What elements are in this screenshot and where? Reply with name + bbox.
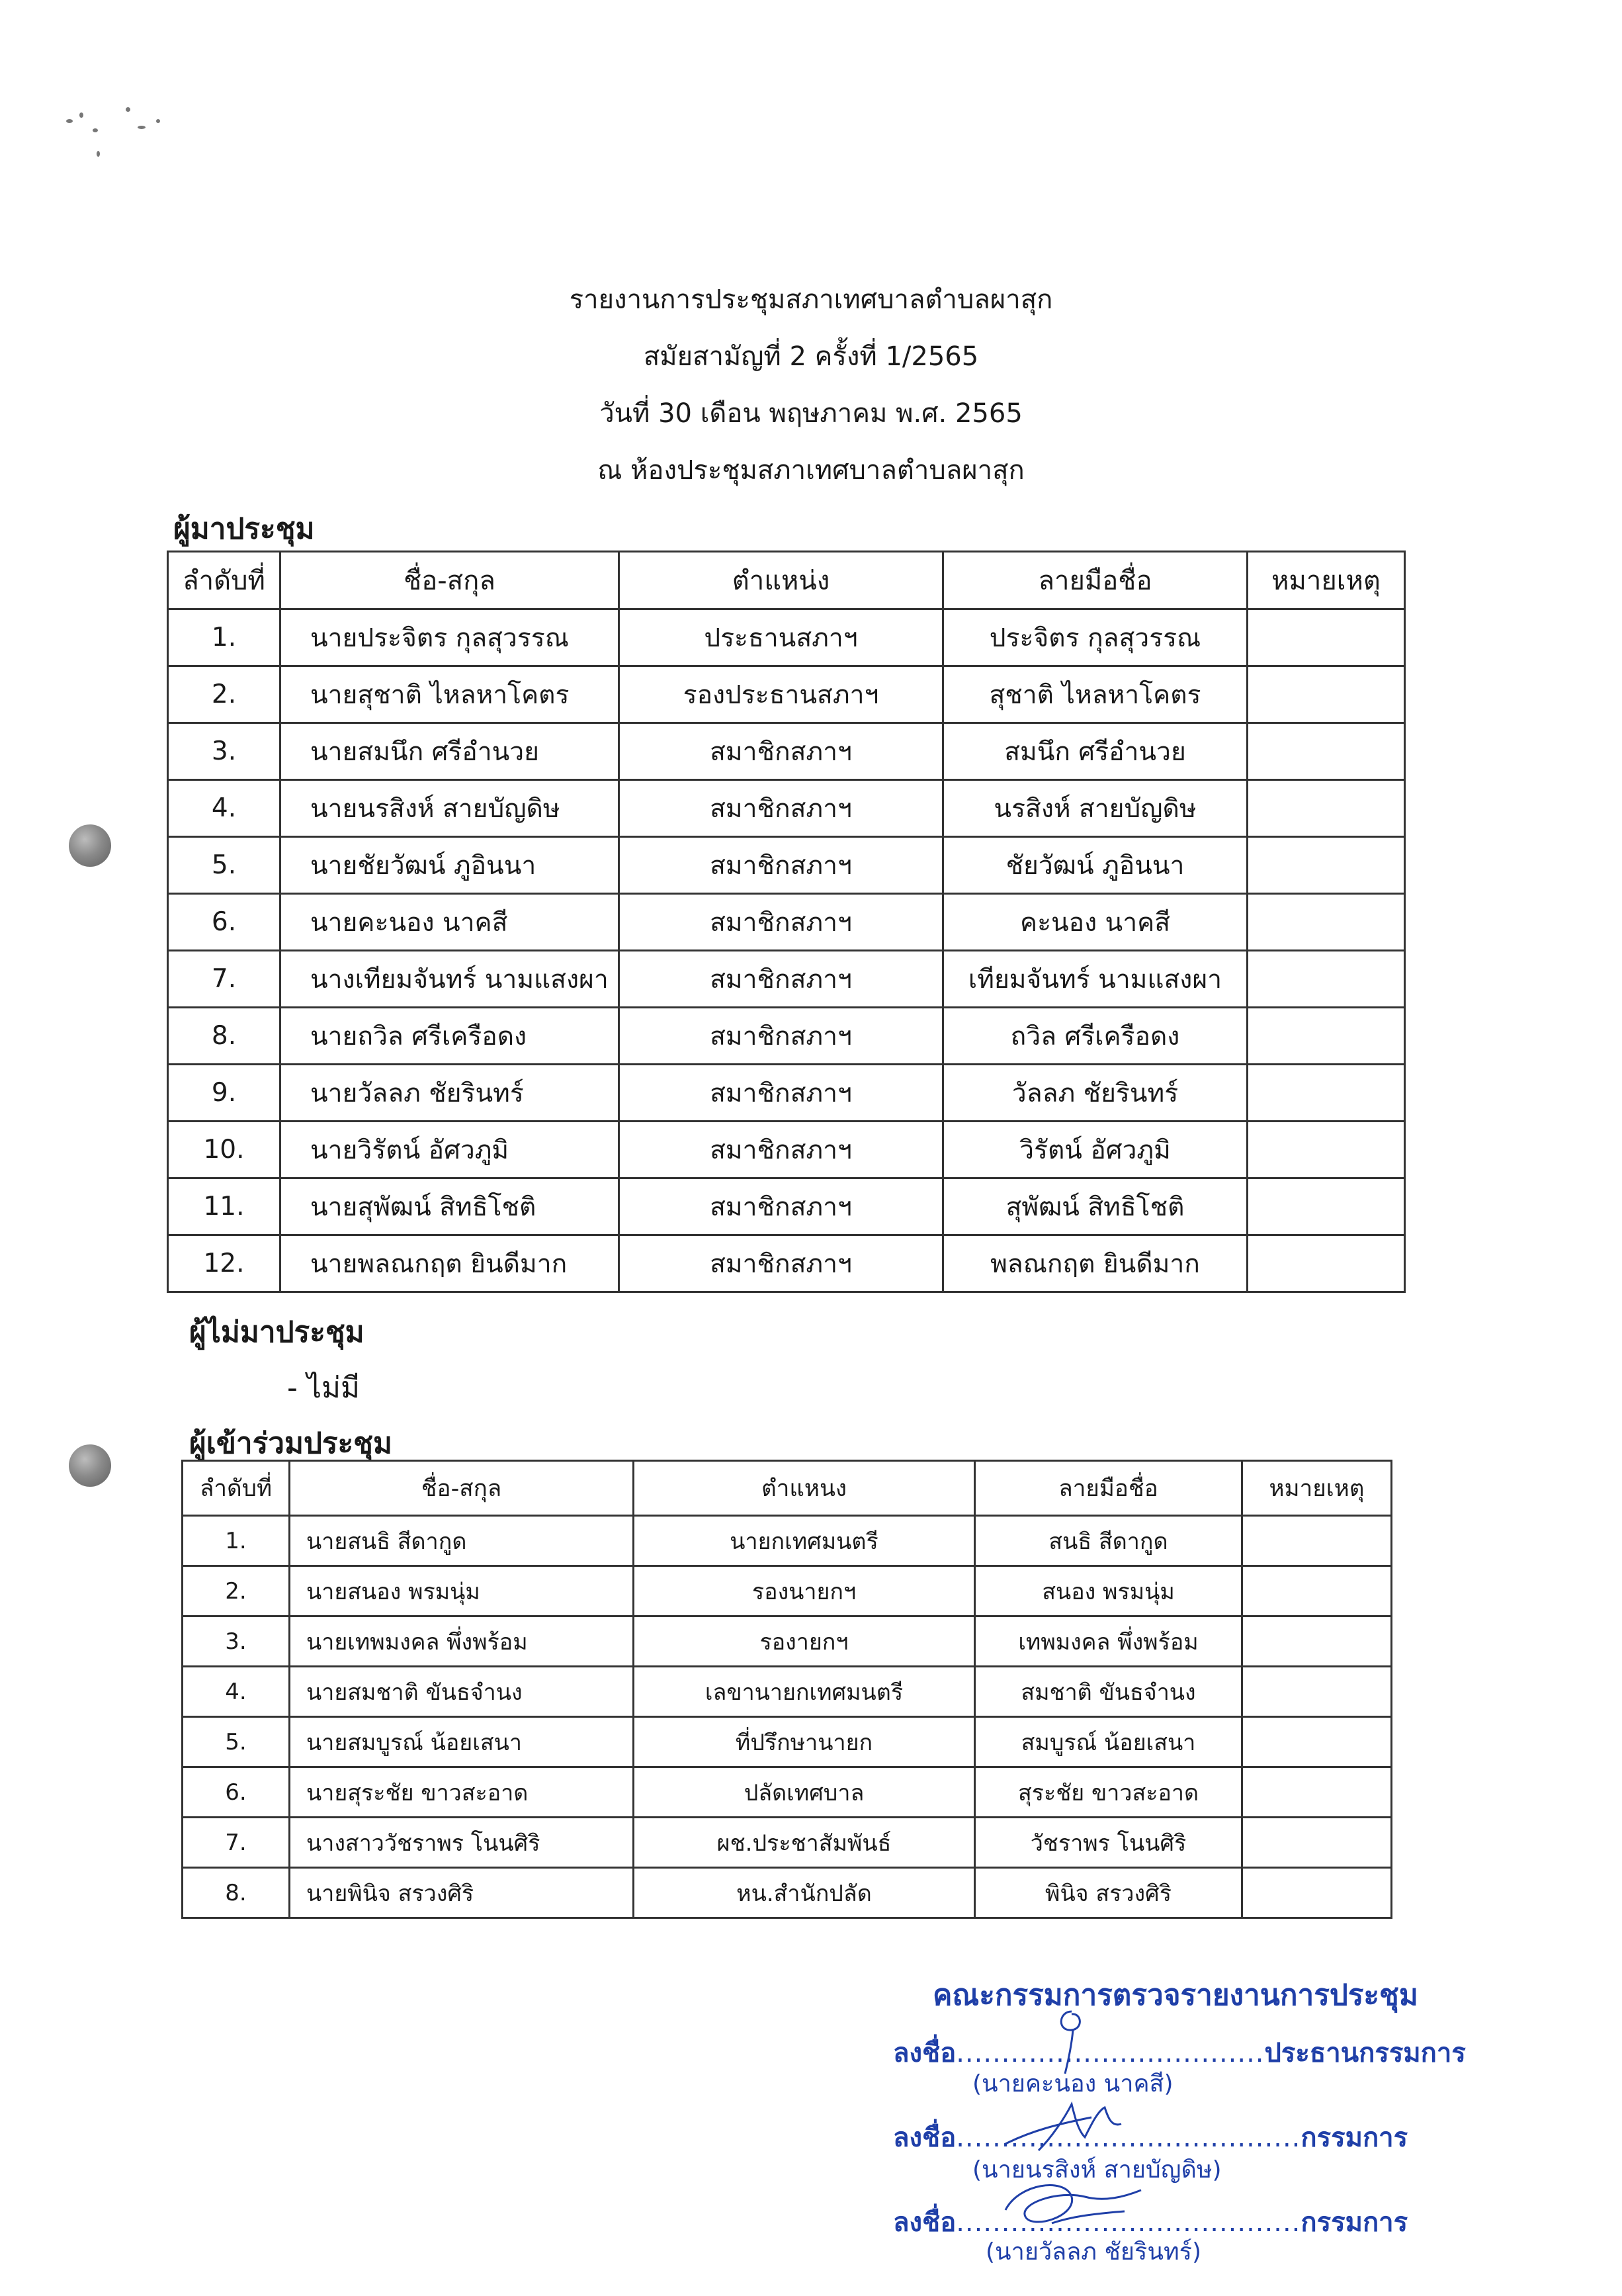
committee-title: คณะกรรมการตรวจรายงานการประชุม: [933, 1978, 1418, 2012]
table-row: [168, 723, 1405, 780]
signature-member-2: [992, 2170, 1151, 2243]
cell-name: นายวิรัตน์ อัศวภูมิ: [280, 1122, 619, 1178]
punch-hole-top: [69, 824, 111, 867]
table-row: [168, 894, 1405, 951]
cell-position: ผช.ประชาสัมพันธ์: [634, 1818, 975, 1868]
table-row: [183, 1767, 1392, 1818]
cell-position: ปลัดเทศบาล: [634, 1767, 975, 1818]
cell-note: [1248, 951, 1405, 1008]
cell-no: 11.: [168, 1178, 280, 1235]
cell-position: สมาชิกสภาฯ: [619, 1122, 943, 1178]
col-header-note: หมายเหตุ: [1242, 1461, 1392, 1516]
participants-header-row: [183, 1461, 1392, 1516]
cell-position: สมาชิกสภาฯ: [619, 1065, 943, 1122]
table-row: [168, 780, 1405, 837]
sign-label: ลงชื่อ: [893, 2123, 957, 2153]
cell-no: 4.: [183, 1667, 290, 1717]
sign-label: ลงชื่อ: [893, 2207, 957, 2238]
col-header-signature: ลายมือชื่อ: [943, 552, 1248, 609]
sign-label: ลงชื่อ: [893, 2038, 957, 2068]
cell-no: 6.: [168, 894, 280, 951]
cell-signature: สนอง พรมนุ่ม: [975, 1566, 1242, 1616]
table-row: [183, 1516, 1392, 1566]
table-row: [168, 1065, 1405, 1122]
cell-signature: เทพมงคล พึ่งพร้อม: [975, 1616, 1242, 1667]
cell-signature: พินิจ สรวงศิริ: [975, 1868, 1242, 1918]
cell-name: นายพินิจ สรวงศิริ: [290, 1868, 634, 1918]
cell-name: นายถวิล ศรีเครือดง: [280, 1008, 619, 1065]
cell-position: สมาชิกสภาฯ: [619, 1008, 943, 1065]
cell-name: นางสาววัชราพร โนนศิริ: [290, 1818, 634, 1868]
committee-name-3: (นายวัลลภ ชัยรินทร์): [986, 2238, 1202, 2266]
committee-role-1: ประธานกรรมการ: [1264, 2038, 1466, 2068]
sign-dots: ..................................: [956, 2038, 1265, 2068]
cell-name: นายสนอง พรมนุ่ม: [290, 1566, 634, 1616]
table-row: [183, 1667, 1392, 1717]
table-row: [168, 1008, 1405, 1065]
table-row: [168, 609, 1405, 666]
cell-note: [1248, 1008, 1405, 1065]
absentees-title: ผู้ไม่มาประชุม: [189, 1315, 364, 1349]
cell-position: สมาชิกสภาฯ: [619, 951, 943, 1008]
cell-no: 10.: [168, 1122, 280, 1178]
table-row: [183, 1616, 1392, 1667]
cell-no: 8.: [183, 1868, 290, 1918]
cell-signature: วัชราพร โนนศิริ: [975, 1818, 1242, 1868]
participants-table: [181, 1460, 1392, 1919]
cell-no: 2.: [183, 1566, 290, 1616]
cell-note: [1248, 666, 1405, 723]
cell-name: นางเทียมจันทร์ นามแสงผา: [280, 951, 619, 1008]
cell-name: นายคะนอง นาคสี: [280, 894, 619, 951]
cell-note: [1242, 1818, 1392, 1868]
table-row: [168, 666, 1405, 723]
cell-position: สมาชิกสภาฯ: [619, 1178, 943, 1235]
attendees-title: ผู้มาประชุม: [173, 512, 315, 546]
cell-signature: สุระชัย ขาวสะอาด: [975, 1767, 1242, 1818]
cell-no: 7.: [168, 951, 280, 1008]
cell-no: 4.: [168, 780, 280, 837]
cell-no: 1.: [183, 1516, 290, 1566]
cell-no: 3.: [168, 723, 280, 780]
attendees-table: [167, 551, 1406, 1293]
cell-name: นายสุชาติ ไหลหาโคตร: [280, 666, 619, 723]
cell-signature: วัลลภ ชัยรินทร์: [943, 1065, 1248, 1122]
cell-name: นายพลณกฤต ยินดีมาก: [280, 1235, 619, 1292]
cell-position: รองนายกฯ: [634, 1566, 975, 1616]
col-header-note: หมายเหตุ: [1248, 552, 1405, 609]
cell-position: สมาชิกสภาฯ: [619, 780, 943, 837]
cell-no: 7.: [183, 1818, 290, 1868]
participants-title: ผู้เข้าร่วมประชุม: [189, 1427, 393, 1460]
cell-signature: สนธิ สีดากูด: [975, 1516, 1242, 1566]
cell-note: [1248, 894, 1405, 951]
cell-note: [1242, 1868, 1392, 1918]
attendees-header-row: [168, 552, 1405, 609]
cell-signature: คะนอง นาคสี: [943, 894, 1248, 951]
table-row: [168, 1122, 1405, 1178]
absentees-value: - ไม่มี: [287, 1371, 360, 1405]
cell-name: นายสุพัฒน์ สิทธิโชติ: [280, 1178, 619, 1235]
committee-name-2: (นายนรสิงห์ สายบัญดิษ): [972, 2156, 1222, 2184]
table-row: [168, 951, 1405, 1008]
cell-position: สมาชิกสภาฯ: [619, 1235, 943, 1292]
cell-position: ที่ปรึกษานายก: [634, 1717, 975, 1767]
cell-position: เลขานายกเทศมนตรี: [634, 1667, 975, 1717]
cell-position: ประธานสภาฯ: [619, 609, 943, 666]
header-venue: ณ ห้องประชุมสภาเทศบาลตำบลผาสุก: [597, 455, 1025, 486]
cell-name: นายสมนึก ศรีอำนวย: [280, 723, 619, 780]
committee-role-2: กรรมการ: [1301, 2123, 1408, 2153]
cell-signature: ชัยวัฒน์ ภูอินนา: [943, 837, 1248, 894]
cell-signature: นรสิงห์ สายบัญดิษ: [943, 780, 1248, 837]
header-session: สมัยสามัญที่ 2 ครั้งที่ 1/2565: [643, 341, 979, 372]
cell-name: นายชัยวัฒน์ ภูอินนา: [280, 837, 619, 894]
table-row: [183, 1566, 1392, 1616]
col-header-no: ลำดับที่: [183, 1461, 290, 1516]
cell-name: นายเทพมงคล พึ่งพร้อม: [290, 1616, 634, 1667]
col-header-position: ตำแหนง: [634, 1461, 975, 1516]
cell-no: 6.: [183, 1767, 290, 1818]
sign-dots: ......................................: [956, 2123, 1301, 2153]
cell-signature: สมชาติ ขันธจำนง: [975, 1667, 1242, 1717]
cell-no: 8.: [168, 1008, 280, 1065]
cell-signature: เทียมจันทร์ นามแสงผา: [943, 951, 1248, 1008]
cell-position: หน.สำนักปลัด: [634, 1868, 975, 1918]
cell-signature: สมบูรณ์ น้อยเสนา: [975, 1717, 1242, 1767]
cell-note: [1248, 1178, 1405, 1235]
cell-note: [1248, 837, 1405, 894]
signature-chairman: [1045, 2005, 1098, 2078]
cell-signature: สุชาติ ไหลหาโคตร: [943, 666, 1248, 723]
cell-position: สมาชิกสภาฯ: [619, 894, 943, 951]
cell-signature: สุพัฒน์ สิทธิโชติ: [943, 1178, 1248, 1235]
cell-name: นายสมบูรณ์ น้อยเสนา: [290, 1717, 634, 1767]
cell-position: รองประธานสภาฯ: [619, 666, 943, 723]
cell-note: [1242, 1616, 1392, 1667]
col-header-no: ลำดับที่: [168, 552, 280, 609]
punch-hole-bottom: [69, 1444, 111, 1487]
table-row: [168, 837, 1405, 894]
cell-note: [1248, 609, 1405, 666]
committee-role-3: กรรมการ: [1301, 2207, 1408, 2238]
cell-name: นายประจิตร กุลสุวรรณ: [280, 609, 619, 666]
cell-no: 2.: [168, 666, 280, 723]
col-header-name: ชื่อ-สกุล: [280, 552, 619, 609]
cell-note: [1242, 1767, 1392, 1818]
col-header-position: ตำแหน่ง: [619, 552, 943, 609]
cell-note: [1248, 1235, 1405, 1292]
table-row: [183, 1818, 1392, 1868]
cell-no: 3.: [183, 1616, 290, 1667]
cell-signature: สมนึก ศรีอำนวย: [943, 723, 1248, 780]
cell-name: นายสนธิ สีดากูด: [290, 1516, 634, 1566]
cell-note: [1248, 780, 1405, 837]
header-title: รายงานการประชุมสภาเทศบาลตำบลผาสุก: [569, 285, 1053, 315]
cell-note: [1242, 1566, 1392, 1616]
cell-signature: วิรัตน์ อัศวภูมิ: [943, 1122, 1248, 1178]
committee-name-1: (นายคะนอง นาคสี): [972, 2070, 1174, 2097]
table-row: [168, 1178, 1405, 1235]
cell-position: รองายกฯ: [634, 1616, 975, 1667]
table-row: [168, 1235, 1405, 1292]
cell-no: 5.: [168, 837, 280, 894]
col-header-name: ชื่อ-สกุล: [290, 1461, 634, 1516]
cell-position: สมาชิกสภาฯ: [619, 837, 943, 894]
cell-no: 12.: [168, 1235, 280, 1292]
cell-name: นายสุระชัย ขาวสะอาด: [290, 1767, 634, 1818]
cell-position: สมาชิกสภาฯ: [619, 723, 943, 780]
table-row: [183, 1868, 1392, 1918]
cell-name: นายวัลลภ ชัยรินทร์: [280, 1065, 619, 1122]
cell-note: [1248, 1122, 1405, 1178]
sign-dots: ......................................: [956, 2207, 1301, 2238]
table-row: [183, 1717, 1392, 1767]
cell-position: นายกเทศมนตรี: [634, 1516, 975, 1566]
col-header-signature: ลายมือชื่อ: [975, 1461, 1242, 1516]
cell-note: [1248, 723, 1405, 780]
cell-note: [1242, 1516, 1392, 1566]
cell-no: 5.: [183, 1717, 290, 1767]
cell-signature: พลณกฤต ยินดีมาก: [943, 1235, 1248, 1292]
cell-no: 9.: [168, 1065, 280, 1122]
header-date: วันที่ 30 เดือน พฤษภาคม พ.ศ. 2565: [599, 398, 1023, 429]
document-header: [0, 271, 1622, 499]
signature-member-1: [999, 2091, 1131, 2164]
cell-note: [1248, 1065, 1405, 1122]
cell-name: นายสมชาติ ขันธจำนง: [290, 1667, 634, 1717]
cell-note: [1242, 1667, 1392, 1717]
cell-note: [1242, 1717, 1392, 1767]
cell-name: นายนรสิงห์ สายบัญดิษ: [280, 780, 619, 837]
cell-signature: ประจิตร กุลสุวรรณ: [943, 609, 1248, 666]
cell-no: 1.: [168, 609, 280, 666]
cell-signature: ถวิล ศรีเครือดง: [943, 1008, 1248, 1065]
